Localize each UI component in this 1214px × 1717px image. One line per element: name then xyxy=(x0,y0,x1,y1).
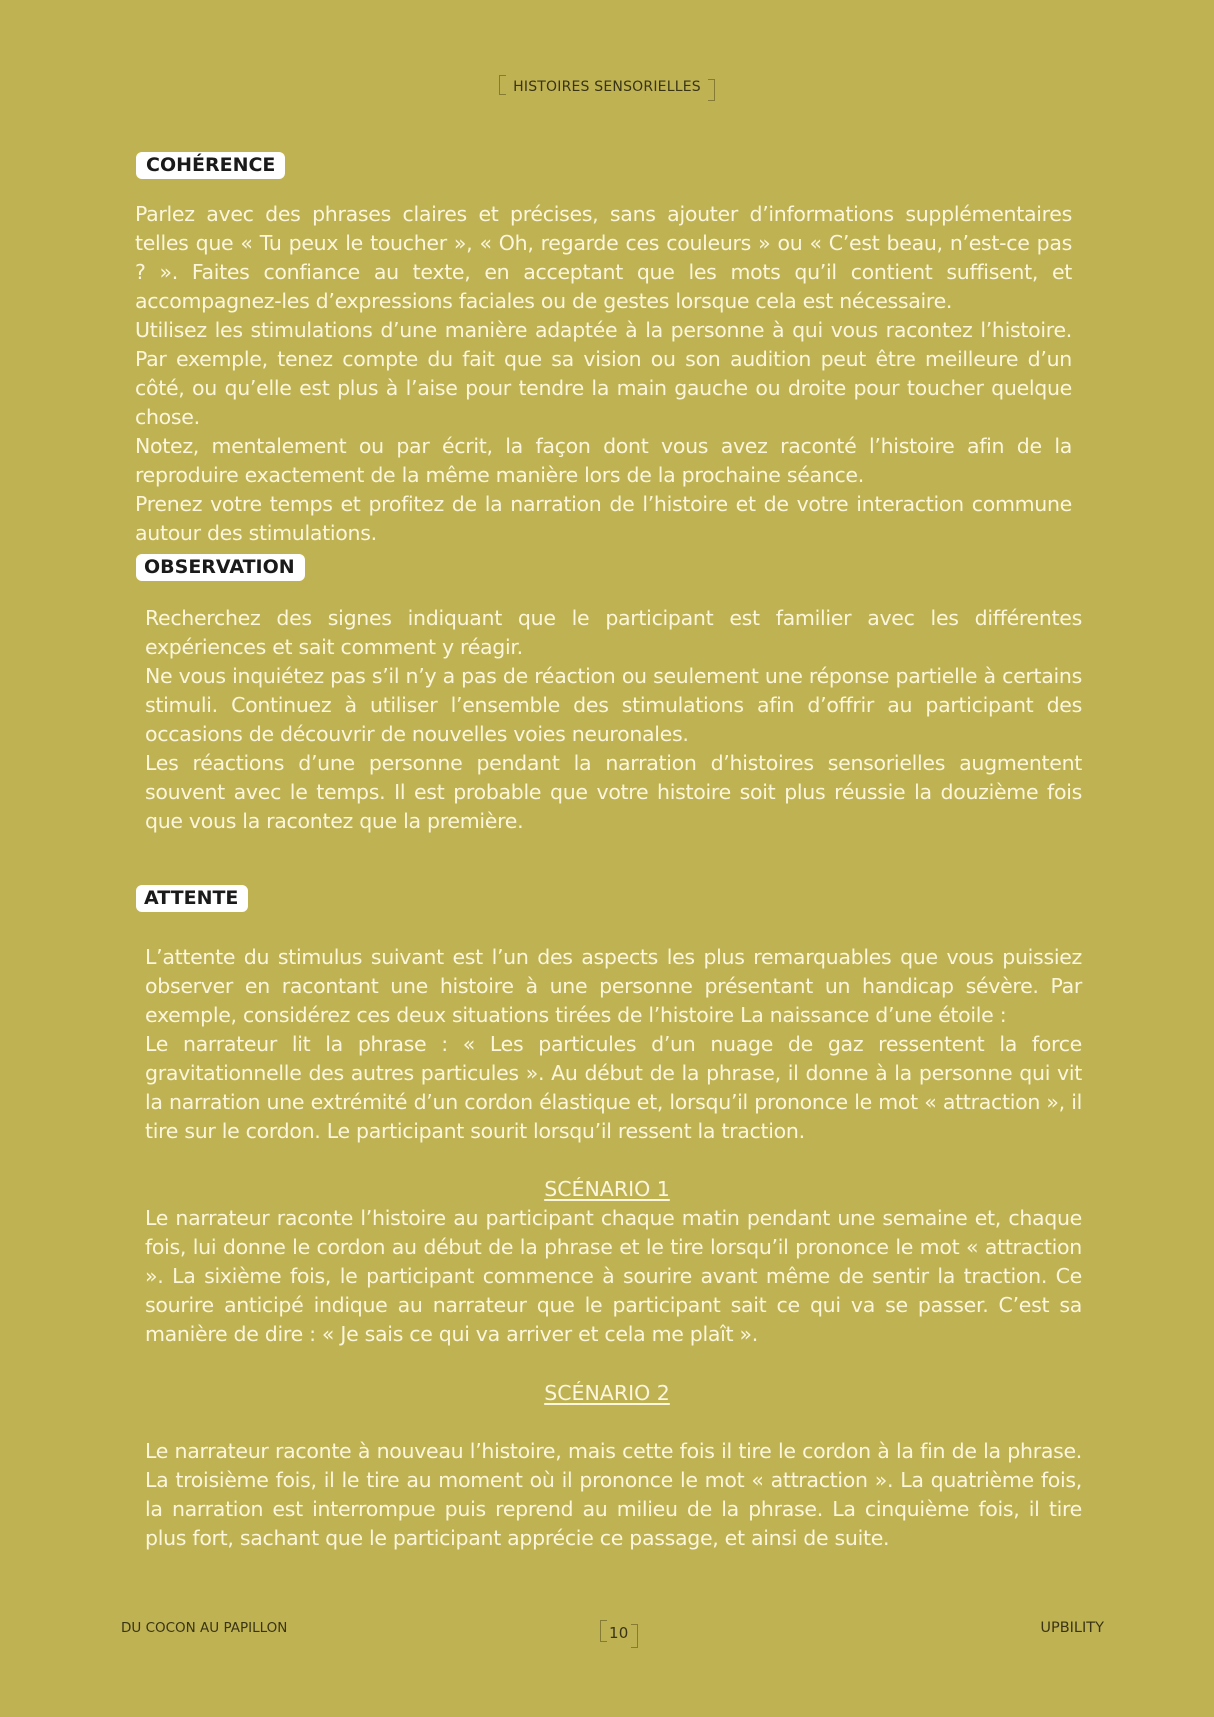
section-body-attente xyxy=(145,943,1082,1146)
section-tag-attente: ATTENTE xyxy=(136,885,248,912)
paragraph: Parlez avec des phrases claires et précises, sans ajouter d’informations supplémentaires telles que « Tu peux le toucher », « Oh, regarde ces couleurs » ou « C’est beau, n’est-ce pas ? ». Faites confiance au texte, en acceptant que les mots qu’il contient suffisent, et accompagnez-les d’expressions faciales ou de gestes lorsque cela est nécessaire. xyxy=(135,202,1072,313)
section-tag-coherence: COHÉRENCE xyxy=(136,152,285,179)
paragraph: Recherchez des signes indiquant que le participant est familier avec les différentes expériences et sait comment y réagir. xyxy=(145,606,1082,659)
scenario-2-title: SCÉNARIO 2 xyxy=(544,1381,670,1405)
paragraph: Prenez votre temps et profitez de la narration de l’histoire et de votre interaction commune autour des stimulations. xyxy=(135,492,1072,545)
running-header xyxy=(0,76,1214,97)
paragraph: Ne vous inquiétez pas s’il n’y a pas de réaction ou seulement une réponse partielle à certains stimuli. Continuez à utiliser l’ensemble des stimulations afin d’offrir au participant des occasions de découvrir de nouvelles voies neuronales. xyxy=(145,664,1082,746)
scenario-1-body xyxy=(145,1204,1082,1349)
paragraph: Le narrateur raconte à nouveau l’histoire, mais cette fois il tire le cordon à la fin de la phrase. La troisième fois, il le tire au moment où il prononce le mot « attraction ». La quatrième fois, la narration est interrompue puis reprend au milieu de la phrase. La cinquième fois, il tire plus fort, sachant que le participant apprécie ce passage, et ainsi de suite. xyxy=(145,1439,1082,1550)
footer-publisher: UPBILITY xyxy=(1040,1620,1104,1636)
paragraph: Utilisez les stimulations d’une manière adaptée à la personne à qui vous racontez l’histoire. Par exemple, tenez compte du fait que sa vision ou son audition peut être meilleure d’un côté, ou qu’elle est plus à l’aise pour tendre la main gauche ou droite pour toucher quelque chose. xyxy=(135,318,1072,429)
footer-book-title: DU COCON AU PAPILLON xyxy=(121,1620,288,1636)
paragraph: Le narrateur lit la phrase : « Les particules d’un nuage de gaz ressentent la force gravitationnelle des autres particules ». Au début de la phrase, il donne à la personne qui vit la narration une extrémité d’un cordon élastique et, lorsqu’il prononce le mot « attraction », il tire sur le cordon. Le participant sourit lorsqu’il ressent la traction. xyxy=(145,1032,1082,1143)
scenario-1-title: SCÉNARIO 1 xyxy=(544,1177,670,1201)
paragraph: Le narrateur raconte l’histoire au participant chaque matin pendant une semaine et, chaque fois, lui donne le cordon au début de la phrase et le tire lorsqu’il prononce le mot « attraction ». La sixième fois, le participant commence à sourire avant même de sentir la traction. Ce sourire anticipé indique au narrateur que le participant sait ce qui va se passer. C’est sa manière de dire : « Je sais ce qui va arriver et cela me plaît ». xyxy=(145,1206,1082,1346)
section-body-observation xyxy=(145,604,1082,836)
section-body-coherence xyxy=(135,200,1072,548)
page-number-value: 10 xyxy=(600,1622,638,1644)
scenario-2-body xyxy=(145,1437,1082,1553)
section-tag-observation: OBSERVATION xyxy=(136,554,305,581)
paragraph: L’attente du stimulus suivant est l’un des aspects les plus remarquables que vous puissiez observer en racontant une histoire à une personne présentant un handicap sévère. Par exemple, considérez ces deux situations tirées de l’histoire La naissance d’une étoile : xyxy=(145,945,1082,1027)
page-number xyxy=(600,1622,634,1644)
header-title: HISTOIRES SENSORIELLES xyxy=(499,77,715,97)
paragraph: Les réactions d’une personne pendant la narration d’histoires sensorielles augmentent souvent avec le temps. Il est probable que votre histoire soit plus réussie la douzième fois que vous la racontez que la première. xyxy=(145,751,1082,833)
paragraph: Notez, mentalement ou par écrit, la façon dont vous avez raconté l’histoire afin de la reproduire exactement de la même manière lors de la prochaine séance. xyxy=(135,434,1072,487)
